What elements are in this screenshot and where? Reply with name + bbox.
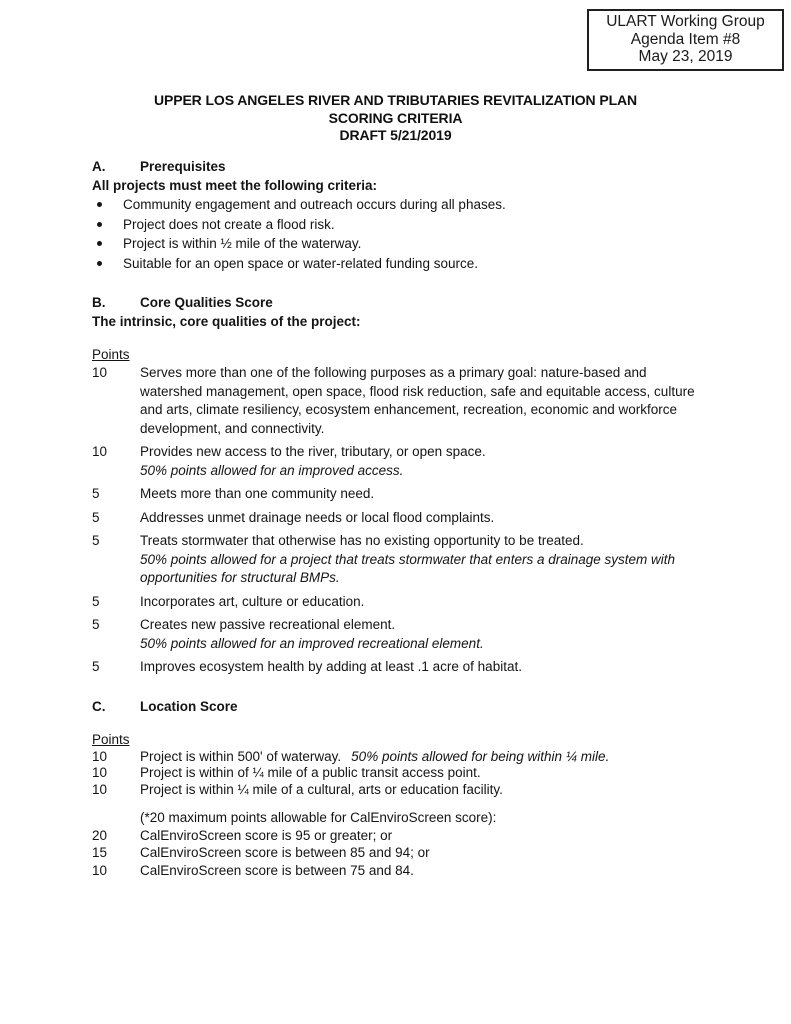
point-item: [92, 443, 708, 480]
points-value: 5: [92, 593, 100, 609]
points-value: 10: [92, 748, 108, 764]
bullet-dot-icon: [92, 195, 123, 215]
section-prerequisites: [92, 157, 708, 273]
title-line-3: DRAFT 5/21/2019: [339, 127, 452, 143]
points-value: 20: [92, 827, 108, 843]
criterion-body: [140, 532, 706, 588]
criterion-text: Project is within 500' of waterway.: [140, 748, 342, 764]
criterion-text: CalEnviroScreen score is between 75 and 84.: [140, 862, 414, 878]
prerequisites-list: [92, 195, 708, 273]
point-item: [92, 658, 708, 677]
points-value: 5: [92, 617, 100, 632]
section-heading: [92, 697, 708, 716]
criterion-body: [140, 443, 706, 480]
bullet-item: [92, 195, 708, 215]
title-line-1: UPPER LOS ANGELES RIVER AND TRIBUTARIES REVITALIZATION PLAN: [153, 92, 638, 108]
criterion-note: 50% points allowed for an improved recreational element.: [140, 635, 484, 651]
bullet-dot-icon: [92, 254, 123, 274]
point-item: [92, 749, 708, 766]
points-value: 5: [92, 533, 100, 548]
stamp-line-date: May 23, 2019: [638, 48, 733, 65]
section-letter: A.: [92, 159, 106, 174]
bullet-item: [92, 234, 708, 254]
bullet-text: Project does not create a flood risk.: [123, 216, 335, 232]
document-title: [0, 92, 791, 145]
stamp-line-agenda-item: Agenda Item #8: [630, 30, 741, 48]
criterion-text: Project is within ¼ mile of a cultural, arts or education facility.: [140, 781, 503, 797]
points-value: 10: [92, 781, 108, 797]
section-subheading: All projects must meet the following criteria:: [92, 178, 378, 193]
criterion-note: 50% points allowed for an improved access.: [140, 462, 404, 478]
bullet-dot-icon: [92, 234, 123, 254]
point-item: [92, 364, 708, 438]
title-line-2: SCORING CRITERIA: [328, 109, 463, 126]
agenda-stamp-box: [587, 9, 784, 71]
criterion-text: Improves ecosystem health by adding at least .1 acre of habitat.: [140, 659, 522, 674]
criterion-body: [140, 749, 706, 766]
criterion-text: Serves more than one of the following purposes as a primary goal: nature-based and watershed management, open space, flood risk reduction, safe and equitable access, culture and arts, climate resiliency, ecosystem enhancement, recreation, economic and workforce development, and connectivity.: [140, 365, 695, 436]
criterion-text: Addresses unmet drainage needs or local flood complaints.: [140, 509, 495, 525]
points-column-label: Points: [92, 347, 130, 362]
bullet-text: Community engagement and outreach occurs during all phases.: [123, 197, 506, 212]
points-value: 15: [92, 845, 108, 860]
points-column-label: Points: [92, 731, 130, 747]
point-item: [92, 509, 708, 528]
section-letter: C.: [92, 698, 106, 714]
point-item: [92, 782, 708, 799]
points-value: [92, 809, 140, 827]
criterion-note: 50% points allowed for a project that treats stormwater that enters a drainage system with opportunities for structural BMPs.: [140, 551, 676, 585]
point-item: [92, 485, 708, 504]
section-letter: B.: [92, 295, 106, 310]
core-qualities-list: [92, 364, 708, 677]
points-value: 10: [92, 444, 108, 459]
points-value: 10: [92, 765, 108, 780]
section-location-score: [92, 697, 708, 880]
point-item: [92, 809, 708, 827]
bullet-item: [92, 215, 708, 235]
criterion-text: Treats stormwater that otherwise has no existing opportunity to be treated.: [140, 533, 584, 548]
bullet-text: Project is within ½ mile of the waterway.: [123, 236, 362, 251]
criterion-text: (*20 maximum points allowable for CalEnviroScreen score):: [140, 810, 497, 825]
bullet-dot-icon: [92, 215, 123, 235]
section-heading: [92, 293, 708, 312]
location-score-list: [92, 749, 708, 880]
point-item: [92, 616, 708, 653]
criterion-text: Incorporates art, culture or education.: [140, 593, 365, 609]
criterion-text: Project is within of ¼ mile of a public transit access point.: [140, 765, 481, 780]
points-value: 5: [92, 486, 100, 501]
point-item: [92, 593, 708, 612]
point-item: [92, 532, 708, 588]
criterion-text: CalEnviroScreen score is 95 or greater; or: [140, 827, 393, 843]
criterion-text: CalEnviroScreen score is between 85 and 94; or: [140, 845, 430, 860]
section-heading-text: Prerequisites: [140, 159, 226, 174]
point-item: [92, 765, 708, 782]
points-value: 5: [92, 659, 100, 674]
points-value: 10: [92, 862, 108, 878]
point-item: [92, 844, 708, 862]
section-heading-text: Location Score: [140, 698, 238, 714]
points-value: 10: [92, 365, 108, 380]
stamp-line-group: ULART Working Group: [606, 13, 765, 30]
document-body: [92, 157, 708, 879]
criterion-text: Meets more than one community need.: [140, 486, 375, 501]
bullet-item: [92, 254, 708, 274]
points-value: 5: [92, 509, 100, 525]
point-item: [92, 862, 708, 880]
section-subheading: The intrinsic, core qualities of the project:: [92, 314, 361, 329]
criterion-body: [140, 616, 706, 653]
point-item: [92, 827, 708, 845]
bullet-text: Suitable for an open space or water-related funding source.: [123, 255, 478, 271]
criterion-text: Provides new access to the river, tributary, or open space.: [140, 444, 486, 459]
section-core-qualities: [92, 293, 708, 677]
criterion-text: Creates new passive recreational element.: [140, 617, 396, 632]
list-gap: [92, 798, 708, 809]
section-heading-text: Core Qualities Score: [140, 295, 273, 310]
criterion-note: 50% points allowed for being within ¼ mile.: [351, 748, 610, 764]
section-heading: [92, 157, 708, 176]
